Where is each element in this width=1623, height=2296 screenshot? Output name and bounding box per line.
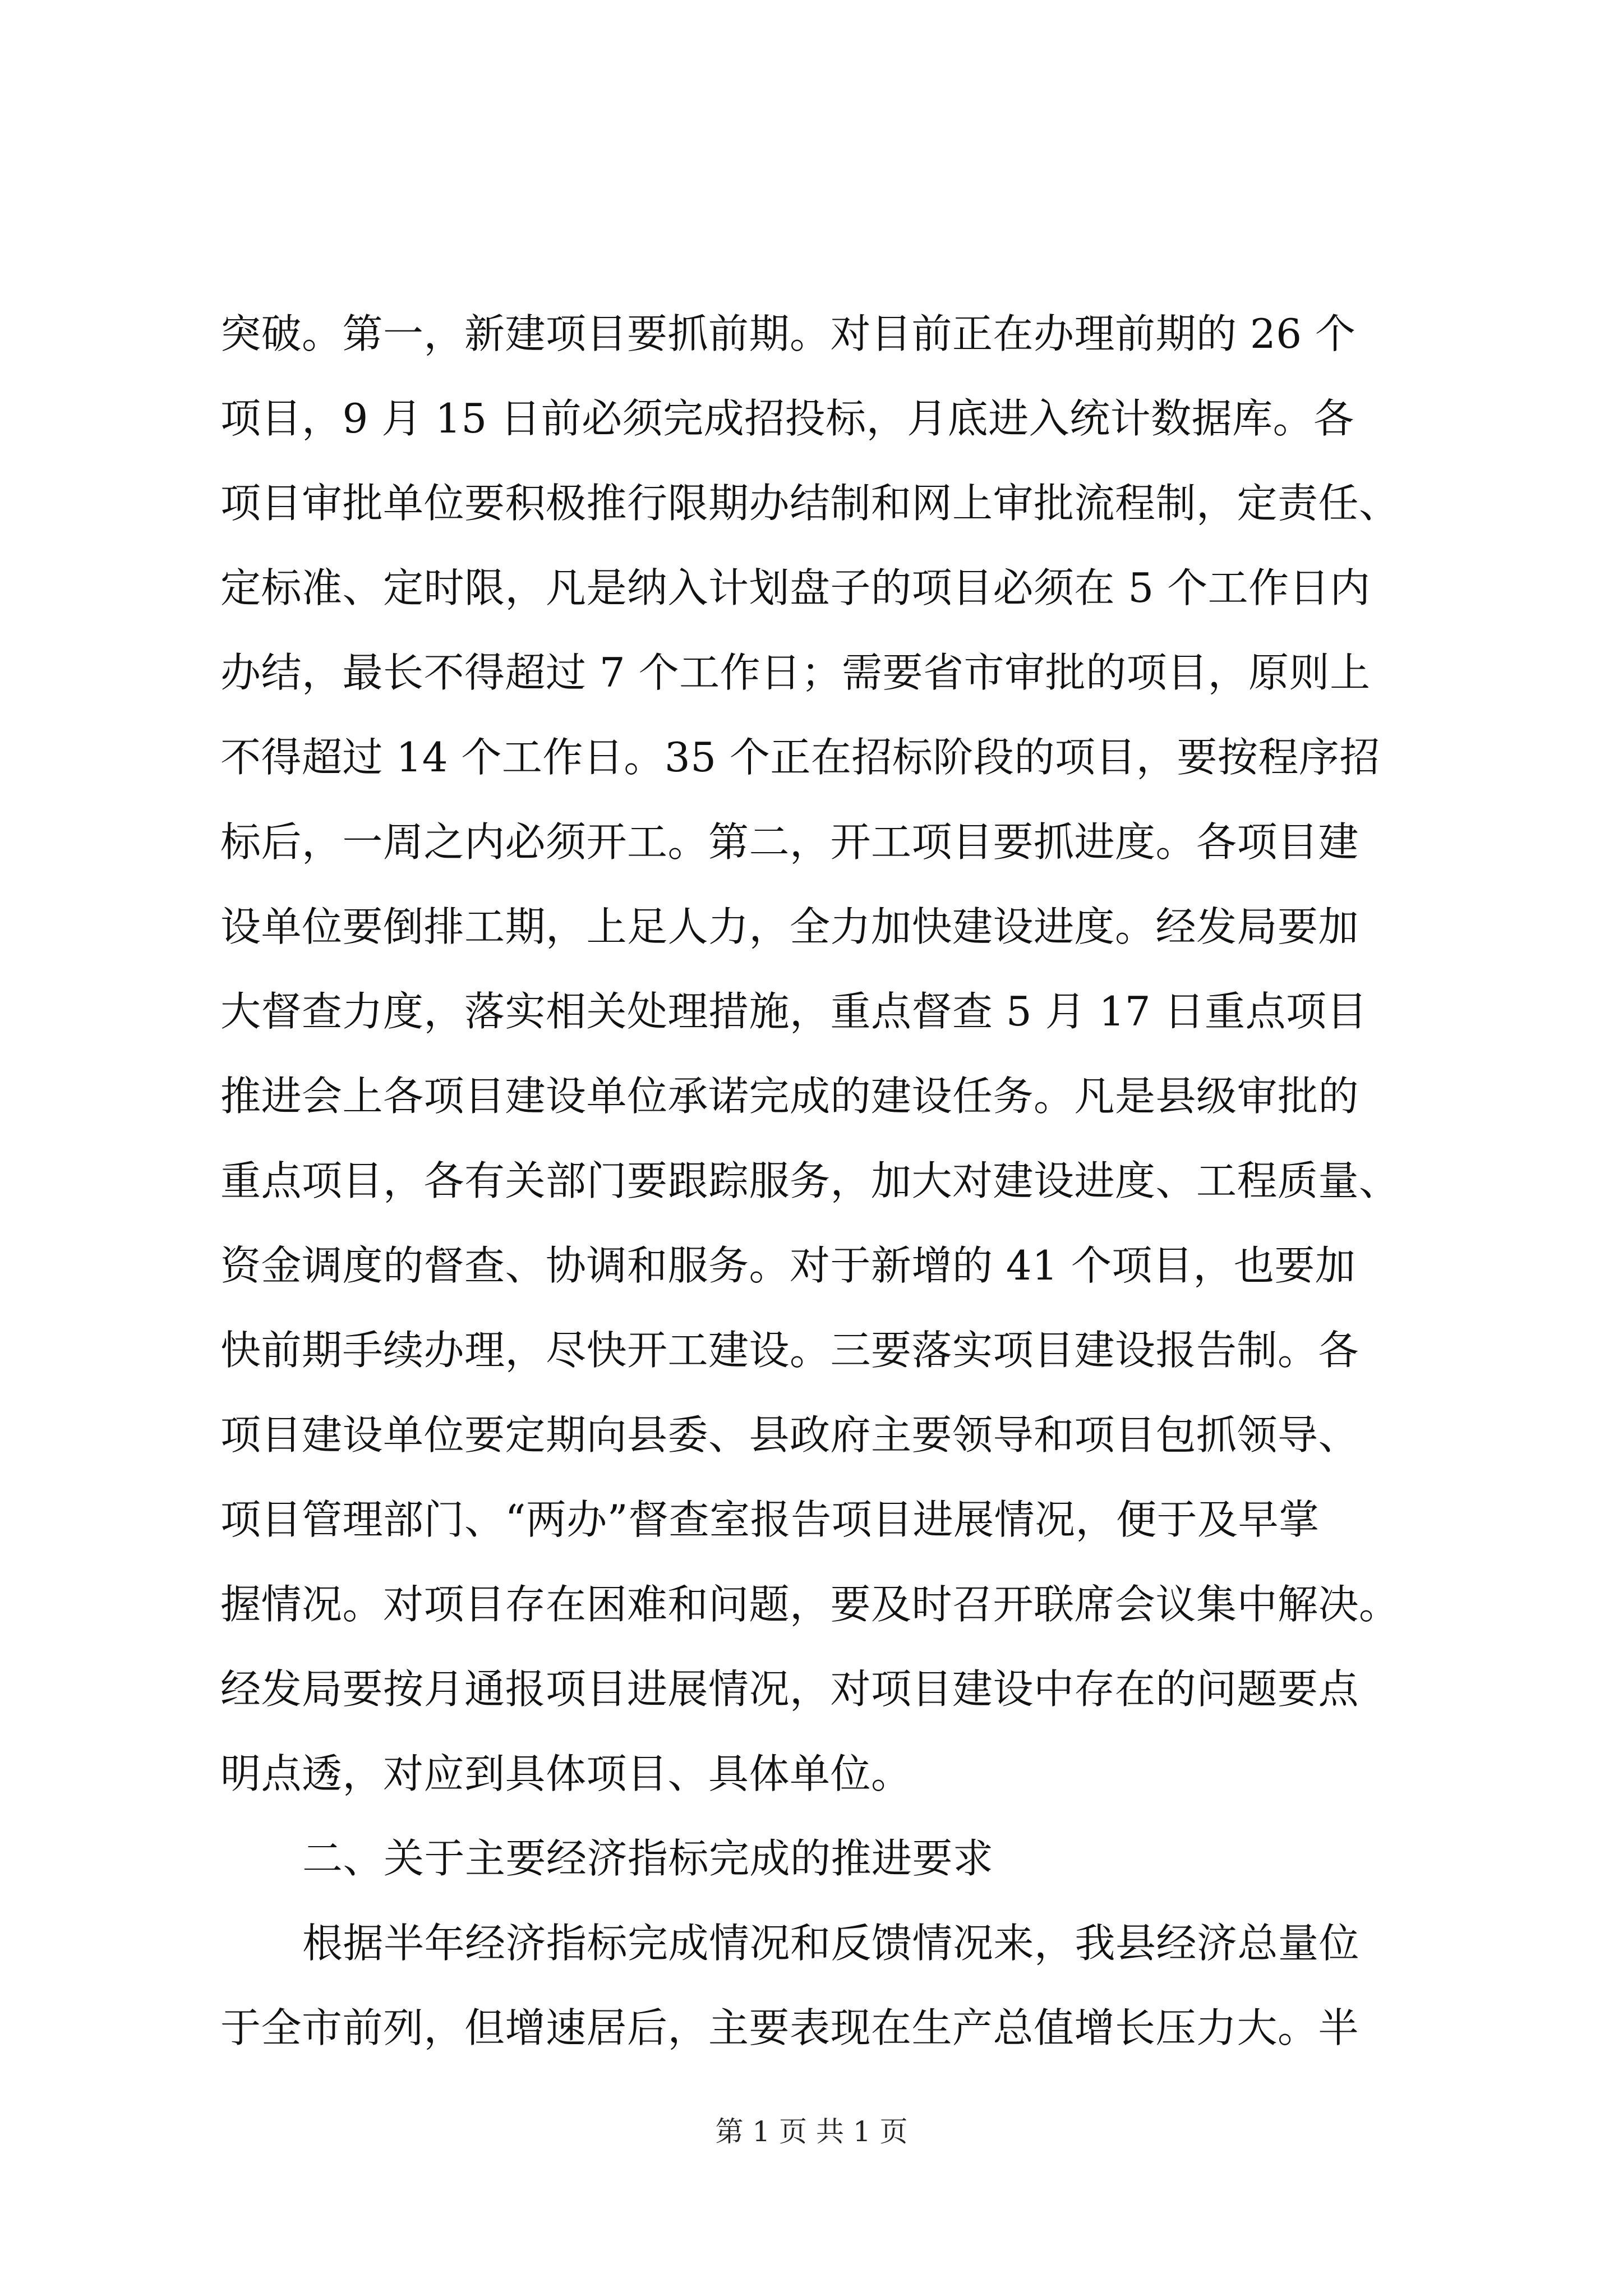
text-line: 重点项目，各有关部门要跟踪服务，加大对建设进度、工程质量、 (220, 1157, 1400, 1204)
text-line: 快前期手续办理，尽快开工建设。三要落实项目建设报告制。各 (220, 1327, 1359, 1374)
text-line: 项目审批单位要积极推行限期办结制和网上审批流程制，定责任、 (220, 480, 1400, 527)
section-heading: 二、关于主要经济指标完成的推进要求 (302, 1835, 994, 1882)
text-line: 标后，一周之内必须开工。第二，开工项目要抓进度。各项目建 (220, 818, 1359, 866)
text-line: 突破。第一，新建项目要抓前期。对目前正在办理前期的 26 个 (220, 310, 1356, 357)
text-line: 办结，最长不得超过 7 个工作日；需要省市审批的项目，原则上 (220, 649, 1371, 696)
text-line: 经发局要按月通报项目进展情况，对项目建设中存在的问题要点 (220, 1665, 1359, 1713)
text-line: 于全市前列，但增速居后，主要表现在生产总值增长压力大。半 (220, 2004, 1359, 2051)
text-line: 推进会上各项目建设单位承诺完成的建设任务。凡是县级审批的 (220, 1073, 1359, 1120)
text-line: 大督查力度，落实相关处理措施，重点督查 5 月 17 日重点项目 (220, 988, 1367, 1035)
document-body (220, 292, 1533, 2070)
text-line: 根据半年经济指标完成情况和反馈情况来，我县经济总量位 (302, 1920, 1360, 1967)
text-line: 项目建设单位要定期向县委、县政府主要领导和项目包抓领导、 (220, 1411, 1359, 1458)
text-line: 资金调度的督查、协调和服务。对于新增的 41 个项目，也要加 (220, 1242, 1356, 1289)
text-line: 握情况。对项目存在困难和问题，要及时召开联席会议集中解决。 (220, 1581, 1400, 1628)
text-line: 明点透，对应到具体项目、具体单位。 (220, 1750, 912, 1797)
text-line: 设单位要倒排工期，上足人力，全力加快建设进度。经发局要加 (220, 903, 1359, 950)
text-line: 项目，9 月 15 日前必须完成招投标，月底进入统计数据库。各 (220, 395, 1354, 442)
page-number-footer: 第 1 页 共 1 页 (715, 2115, 908, 2148)
text-line: 定标准、定时限，凡是纳入计划盘子的项目必须在 5 个工作日内 (220, 564, 1371, 611)
text-line: 项目管理部门、“两办”督查室报告项目进展情况，便于及早掌 (220, 1496, 1320, 1543)
text-line: 不得超过 14 个工作日。35 个正在招标阶段的项目，要按程序招 (220, 734, 1380, 781)
